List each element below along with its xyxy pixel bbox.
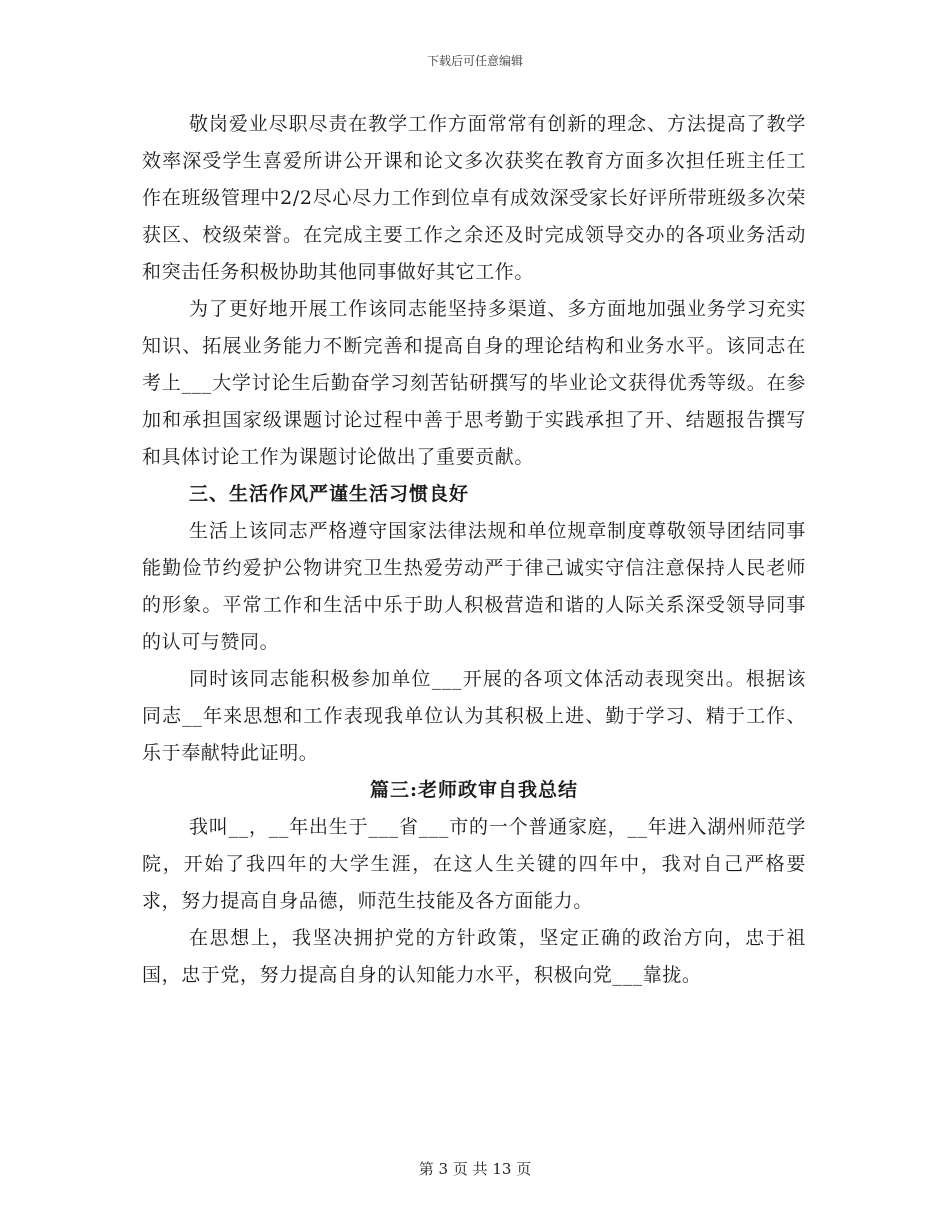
- paragraph-activities-conclusion: 同时该同志能积极参加单位___开展的各项文体活动表现突出。根据该同志__年来思想和工作表现我单位认为其积极上进、勤于学习、精于工作、乐于奉献特此证明。: [142, 668, 806, 764]
- paragraph-lifestyle: 生活上该同志严格遵守国家法律法规和单位规章制度尊敬领导团结同事能勤俭节约爱护公物讲究卫生热爱劳动严于律己诚实守信注意保持人民老师的形象。平常工作和生活中乐于助人积极营造和谐的人际关系深受领导同事的认可与赞同。: [142, 520, 806, 653]
- article-title: 篇三:老师政审自我总结: [369, 779, 578, 801]
- paragraph-professional-study: 为了更好地开展工作该同志能坚持多渠道、多方面地加强业务学习充实知识、拓展业务能力不断完善和提高自身的理论结构和业务水平。该同志在考上___大学讨论生后勤奋学习刻苦钻研撰写的毕业论文获得优秀等级。在参加和承担国家级课题讨论过程中善于思考勤于实践承担了开、结题报告撰写和具体讨论工作为课题讨论做出了重要贡献。: [142, 298, 806, 468]
- page-header-note: 下载后可任意编辑: [426, 54, 523, 68]
- paragraph-ideology: 在思想上，我坚决拥护党的方针政策，坚定正确的政治方向，忠于祖国，忠于党，努力提高自身的认知能力水平，积极向党___靠拢。: [142, 927, 806, 986]
- paragraph-work-performance: 敬岗爱业尽职尽责在教学工作方面常常有创新的理念、方法提高了教学效率深受学生喜爱所讲公开课和论文多次获奖在教育方面多次担任班主任工作在班级管理中2/2尽心尽力工作到位卓有成效深受家长好评所带班级多次荣获区、校级荣誉。在完成主要工作之余还及时完成领导交办的各项业务活动和突击任务积极协助其他同事做好其它工作。: [142, 113, 806, 283]
- document-body: [142, 106, 806, 994]
- section-heading-lifestyle: 三、生活作风严谨生活习惯良好: [189, 483, 470, 505]
- page-number: 第 3 页 共 13 页: [418, 1160, 532, 1178]
- paragraph-self-intro: 我叫__，__年出生于___省___市的一个普通家庭，__年进入湖州师范学院，开始了我四年的大学生涯，在这人生关键的四年中，我对自己严格要求，努力提高自身品德，师范生技能及各方面能力。: [142, 816, 806, 912]
